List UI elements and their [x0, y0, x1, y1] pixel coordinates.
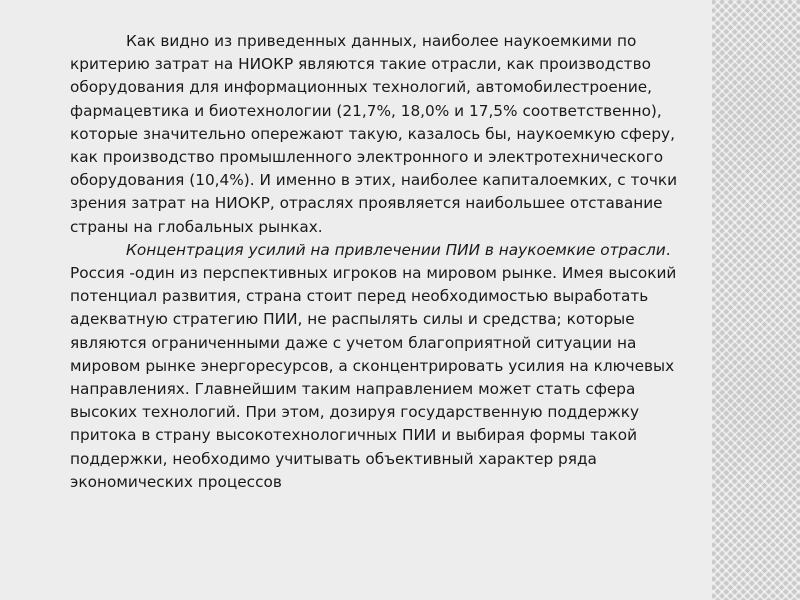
paragraph-2-body: . Россия -один из перспективных игроков на мировом рынке. Имея высокий потенциал развития, страна стоит перед необходимостью выработать адекватную стратегию ПИИ, не распылять силы и средства; которые являются ограниченными даже с учетом благоприятной ситуации на мировом рынке энергоресурсов, а сконцентрировать усилия на ключевых направлениях. Главнейшим таким направлением может стать сфера высоких технологий. При этом, дозируя государственную поддержку притока в страну высокотехнологичных ПИИ и выбирая формы такой поддержки, необходимо учитывать объективный характер ряда экономических процессов	[70, 240, 677, 491]
paragraph-1: Как видно из приведенных данных, наиболее наукоемкими по критерию затрат на НИОКР являются такие отрасли, как производство оборудования для информационных технологий, автомобилестроение, фармацевтика и биотехнологии (21,7%, 18,0% и 17,5% соответственно), которые значительно опережают такую, казалось бы, наукоемкую сферу, как производство промышленного электронного и электротехнического оборудования (10,4%). И именно в этих, наиболее капиталоемких, с точки зрения затрат на НИОКР, отраслях проявляется наибольшее отставание страны на глобальных рынках.	[70, 32, 678, 236]
paragraph-2-lead: Концентрация усилий на привлечении ПИИ в наукоемкие отрасли	[126, 240, 666, 259]
paragraph-2	[70, 239, 695, 494]
decorative-side-stripe	[712, 0, 800, 600]
slide-text-block	[70, 30, 695, 494]
